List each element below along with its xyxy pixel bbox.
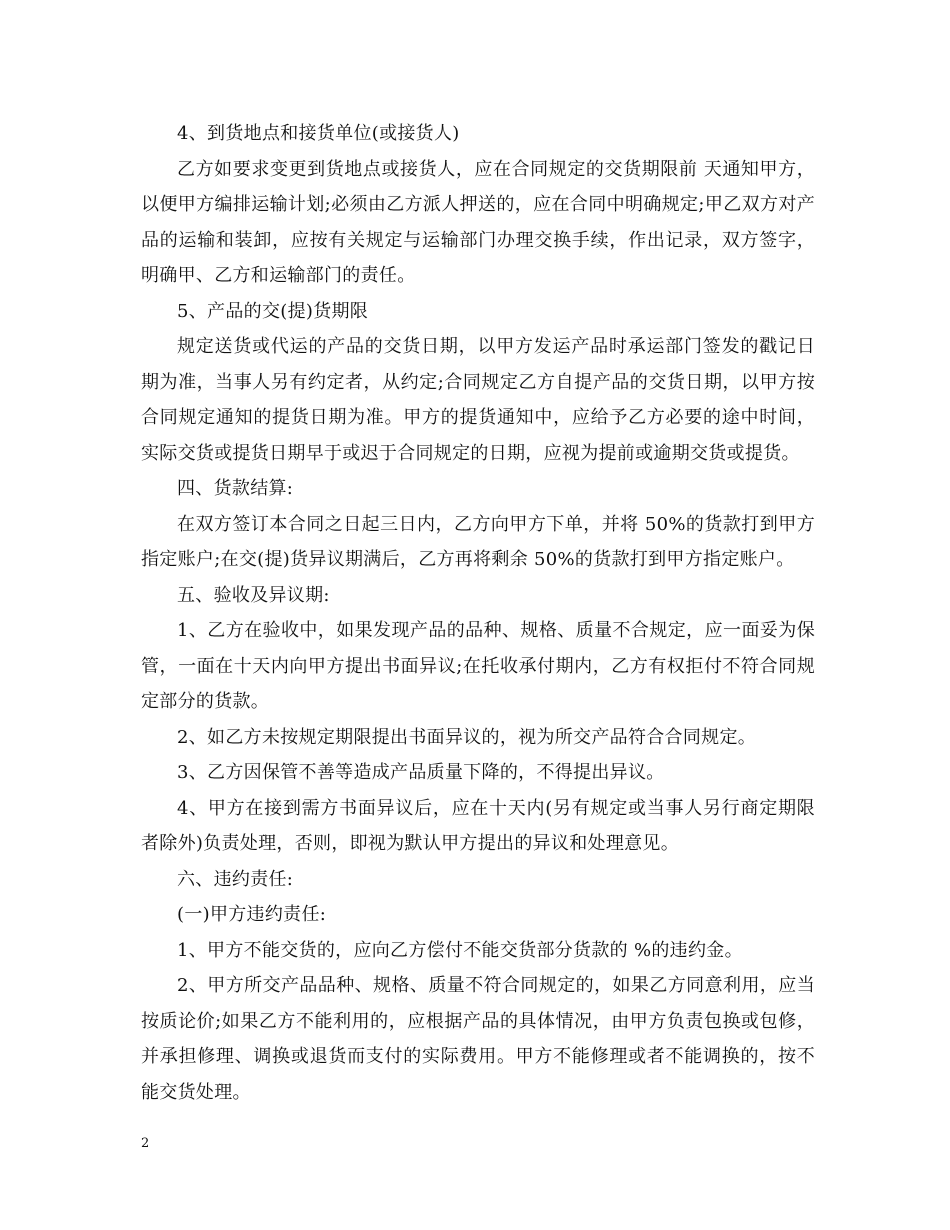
paragraph-delivery-place-change: 乙方如要求变更到货地点或接货人，应在合同规定的交货期限前 天通知甲方，以便甲方编排运输计划;必须由乙方派人押送的，应在合同中明确规定;甲乙双方对产品的运输和装卸，应按有关规定与运输部门办理交换手续，作出记录，双方签字，明确甲、乙方和运输部门的责任。 xyxy=(141,158,815,286)
paragraph-inspection-item-3: 3、乙方因保管不善等造成产品质量下降的，不得提出异议。 xyxy=(177,762,665,783)
paragraph-party-a-liability-heading: (一)甲方违约责任: xyxy=(177,904,327,925)
paragraph-delivery-period-heading: 5、产品的交(提)货期限 xyxy=(177,300,369,322)
paragraph-party-a-liability-item-1: 1、甲方不能交货的，应向乙方偿付不能交货部分货款的 %的违约金。 xyxy=(177,939,743,961)
paragraph-inspection-item-4: 4、甲方在接到需方书面异议后，应在十天内(另有规定或当事人另行商定期限者除外)负责处理，否则，即视为默认甲方提出的异议和处理意见。 xyxy=(141,797,815,854)
paragraph-delivery-period-rules: 规定送货或代运的产品的交货日期，以甲方发运产品时承运部门签发的戳记日期为准，当事人另有约定者，从约定;合同规定乙方自提产品的交货日期，以甲方按合同规定通知的提货日期为准。甲方的提货通知中，应给予乙方必要的途中时间，实际交货或提货日期早于或迟于合同规定的日期，应视为提前或逾期交货或提货。 xyxy=(141,336,815,464)
paragraph-inspection-item-2: 2、如乙方未按规定期限提出书面异议的，视为所交产品符合合同规定。 xyxy=(177,726,757,748)
paragraph-payment-heading: 四、货款结算: xyxy=(177,478,294,499)
page-number: 2 xyxy=(141,1136,150,1151)
paragraph-inspection-item-1: 1、乙方在验收中，如果发现产品的品种、规格、质量不合规定，应一面妥为保管，一面在十天内向甲方提出书面异议;在托收承付期内，乙方有权拒付不符合同规定部分的货款。 xyxy=(141,620,815,712)
paragraph-liability-heading: 六、违约责任: xyxy=(177,868,294,890)
paragraph-party-a-liability-item-2: 2、甲方所交产品品种、规格、质量不符合同规定的，如果乙方同意利用，应当按质论价;如果乙方不能利用的，应根据产品的具体情况，由甲方负责包换或包修，并承担修理、调换或退货而支付的实际费用。甲方不能修理或者不能调换的，按不能交货处理。 xyxy=(141,975,815,1103)
paragraph-delivery-place-heading: 4、到货地点和接货单位(或接货人) xyxy=(177,123,460,144)
paragraph-payment-terms: 在双方签订本合同之日起三日内，乙方向甲方下单，并将 50%的货款打到甲方指定账户;在交(提)货异议期满后，乙方再将剩余 50%的货款打到甲方指定账户。 xyxy=(141,513,815,570)
paragraph-inspection-heading: 五、验收及异议期: xyxy=(177,584,330,606)
document-body xyxy=(141,116,815,1110)
